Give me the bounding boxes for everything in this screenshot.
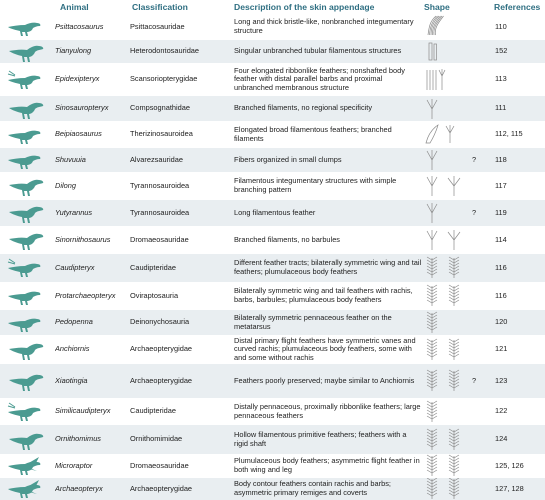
skin-appendage-description: Bilaterally symmetric pennaceous feather on the metatarsus: [234, 312, 392, 331]
references: 125, 126: [495, 460, 524, 470]
table-row: [0, 425, 545, 454]
bristle-bundle-icon: [424, 14, 486, 40]
animal-name: Psittacosaurus: [55, 21, 104, 31]
references: 112, 115: [495, 129, 523, 139]
references: 121: [495, 344, 508, 354]
skin-appendage-description: Distally pennaceous, proximally ribbonlike feathers; large pennaceous feathers: [234, 401, 421, 420]
table-row: [0, 200, 545, 226]
references: 113: [495, 74, 507, 84]
classification: Psittacosauridae: [130, 21, 185, 31]
header-references: References: [494, 2, 541, 12]
classification: Tyrannosauroidea: [130, 180, 190, 190]
table-row: [0, 121, 545, 148]
table-row: [0, 148, 545, 172]
classification: Compsognathidae: [130, 103, 190, 113]
long-filament-icon: [424, 200, 486, 226]
broad-filament-icon: [424, 121, 486, 148]
asymmetric-flight-feather-icon: [424, 454, 486, 478]
animal-name: Beipiaosaurus: [55, 129, 102, 139]
classification: Dromaeosauridae: [130, 460, 189, 470]
classification: Archaeopterygidae: [130, 483, 193, 493]
table-row: [0, 478, 545, 500]
caudipteryx-silhouette: [0, 254, 54, 282]
animal-name: Microraptor: [55, 460, 93, 470]
ribbon-tail-theropod-silhouette: [0, 63, 54, 96]
large-tyrannosauroid-silhouette: [0, 200, 54, 226]
table-header: [0, 0, 545, 14]
table-row: [0, 454, 545, 478]
references: 124: [495, 434, 508, 444]
classification: Archaeopterygidae: [130, 375, 193, 385]
oviraptorosaur-silhouette: [0, 282, 54, 310]
classification: Tyrannosauroidea: [130, 207, 190, 217]
skin-appendage-description: Elongated broad filamentous feathers; branched filaments: [234, 124, 392, 143]
table-row: [0, 96, 545, 121]
references: 127, 128: [495, 483, 524, 493]
ornithomimid-silhouette: [0, 425, 54, 454]
dromaeosaur-silhouette: [0, 226, 54, 254]
animal-name: Sinornithosaurus: [55, 234, 111, 244]
skin-appendage-description: Long filamentous feather: [234, 207, 316, 217]
skin-appendage-description: Plumulaceous body feathers; asymmetric flight feather in both wing and leg: [234, 456, 420, 474]
references: 111: [495, 103, 507, 113]
header-animal: Animal: [60, 2, 89, 12]
pedopenna-silhouette: [0, 310, 54, 335]
skin-appendage-description: Branched filaments, no regional specificity: [234, 103, 373, 113]
animal-name: Yutyrannus: [55, 207, 93, 217]
references: 122: [495, 406, 508, 416]
branched-filament-icon: [424, 96, 486, 121]
skin-appendage-description: Bilaterally symmetric wing and tail feathers with rachis, barbs, barbules; plumulaceous body feathers: [234, 286, 413, 304]
hollow-filament-icon: [424, 425, 486, 454]
poorly-preserved-feather-icon: [424, 364, 486, 398]
classification: Caudipteridae: [130, 406, 177, 416]
simple-branching-icon: [424, 172, 486, 200]
alvarezsaur-silhouette: [0, 148, 54, 172]
uncertain-mark: ?: [472, 375, 477, 385]
fiber-clump-icon: [424, 148, 486, 172]
table-row: [0, 40, 545, 63]
similicaudipteryx-silhouette: [0, 398, 54, 425]
animal-name: Archaeopteryx: [55, 483, 103, 493]
classification: Therizinosauroidea: [130, 129, 193, 139]
uncertain-mark: ?: [472, 207, 477, 217]
animal-name: Sinosauropteryx: [55, 103, 109, 113]
skin-appendage-description: Distal primary flight feathers have symmetric vanes and curved rachis; plumulaceous body feathers, some with and some without rachis: [234, 335, 416, 362]
table-row: [0, 398, 545, 425]
references: 120: [495, 317, 508, 327]
symmetric-vane-feather-icon: [424, 335, 486, 364]
classification: Dromaeosauridae: [130, 234, 189, 244]
plumulaceous-feather-icon: [424, 254, 486, 282]
uncertain-mark: ?: [472, 154, 477, 164]
classification: Oviraptosauria: [130, 290, 179, 300]
classification: Archaeopterygidae: [130, 344, 193, 354]
classification: Alvarezsauridae: [130, 154, 183, 164]
table-row: [0, 254, 545, 282]
references: 116: [495, 290, 507, 300]
header-description: Description of the skin appendage: [234, 2, 375, 12]
plumulaceous-feather-icon: [424, 282, 486, 310]
skin-appendage-description: Four elongated ribbonlike feathers; nonshafted body feather with distal parallel barbs and proximal unbranched membranous structure: [234, 65, 405, 92]
pennaceous-feather-icon: [424, 310, 486, 335]
skin-appendage-description: Different feather tracts; bilaterally symmetric wing and tail feathers; plumulaceous body feathers: [234, 258, 422, 276]
classification: Deinonychosauria: [130, 317, 190, 327]
skin-appendage-description: Branched filaments, no barbules: [234, 234, 340, 244]
references: 114: [495, 234, 507, 244]
ribbon-feather-icon: [424, 63, 486, 96]
table-row: [0, 282, 545, 310]
animal-name: Tianyulong: [55, 46, 92, 56]
animal-name: Shuvuuia: [55, 154, 86, 164]
therizinosaur-silhouette: [0, 121, 54, 148]
classification: Scansoriopterygidae: [130, 74, 198, 84]
xiaotingia-silhouette: [0, 364, 54, 398]
references: 152: [495, 46, 508, 56]
references: 116: [495, 262, 507, 272]
animal-name: Epidexipteryx: [55, 74, 100, 84]
table-row: [0, 226, 545, 254]
references: 123: [495, 375, 508, 385]
skin-appendage-description: Hollow filamentous primitive feathers; feathers with a rigid shaft: [234, 429, 407, 448]
classification: Heterodontosauridae: [130, 46, 200, 56]
table-row: [0, 14, 545, 40]
animal-name: Ornithomimus: [55, 434, 101, 444]
table-row: [0, 310, 545, 335]
branched-no-barbule-icon: [424, 226, 486, 254]
animal-name: Dilong: [55, 180, 76, 190]
tyrannosauroid-silhouette: [0, 172, 54, 200]
animal-name: Xiaotingia: [55, 375, 88, 385]
skin-appendage-description: Feathers poorly preserved; maybe similar to Anchiornis: [234, 375, 415, 385]
archaeopteryx-silhouette: [0, 478, 54, 500]
references: 119: [495, 207, 507, 217]
ceratopsian-silhouette: [0, 14, 54, 40]
asymmetric-remige-icon: [424, 478, 486, 500]
skin-appendage-description: Filamentous integumentary structures with simple branching pattern: [234, 176, 397, 194]
animal-name: Pedopenna: [55, 317, 93, 327]
classification: Caudipteridae: [130, 262, 177, 272]
references: 118: [495, 154, 507, 164]
skin-appendage-description: Long and thick bristle-like, nonbranched integumentary structure: [234, 17, 414, 35]
skin-appendage-description: Singular unbranched tubular filamentous structures: [234, 46, 402, 56]
header-shape: Shape: [424, 2, 450, 12]
animal-name: Similicaudipteryx: [55, 406, 111, 416]
distal-pennaceous-feather-icon: [424, 398, 486, 425]
skin-appendage-description: Body contour feathers contain rachis and barbs; asymmetric primary remiges and coverts: [234, 479, 391, 497]
tubular-filament-icon: [424, 40, 486, 63]
table-row: [0, 172, 545, 200]
microraptor-silhouette: [0, 454, 54, 478]
table-row: [0, 335, 545, 364]
animal-name: Protarchaeopteryx: [55, 290, 116, 300]
table-row: [0, 63, 545, 96]
header-classification: Classification: [132, 2, 188, 12]
anchiornis-silhouette: [0, 335, 54, 364]
references: 110: [495, 21, 507, 31]
theropod-silhouette: [0, 96, 54, 121]
skin-appendage-description: Fibers organized in small clumps: [234, 154, 342, 164]
references: 117: [495, 180, 507, 190]
classification: Ornithomimidae: [130, 434, 183, 444]
table-row: [0, 364, 545, 398]
animal-name: Caudipteryx: [55, 262, 95, 272]
animal-name: Anchiornis: [55, 344, 90, 354]
ornithischian-silhouette: [0, 40, 54, 63]
